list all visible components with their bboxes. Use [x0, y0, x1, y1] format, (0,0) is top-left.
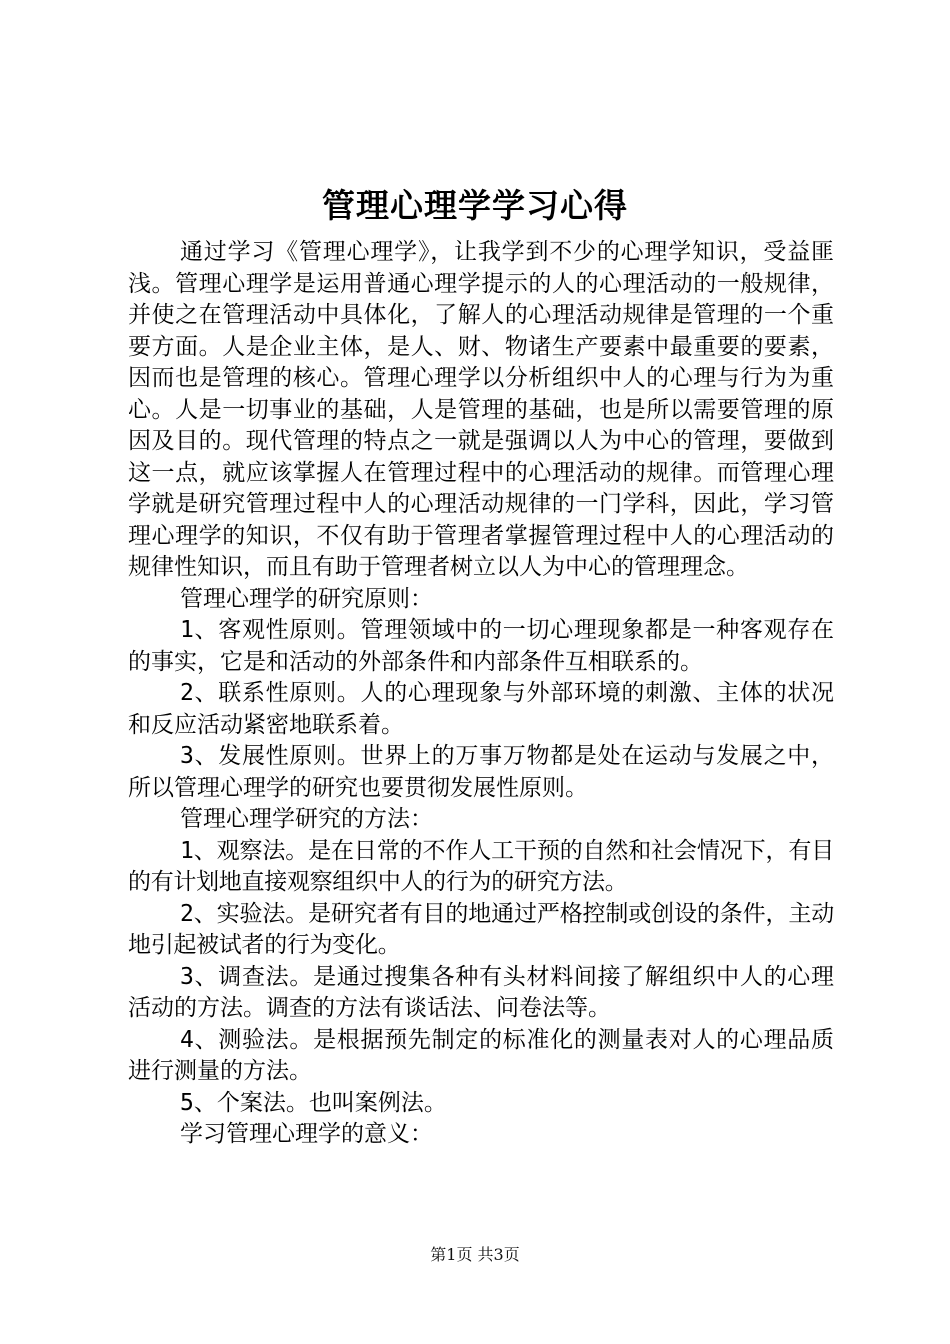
- principle-objectivity: 1、客观性原则。管理领域中的一切心理现象都是一种客观存在的事实，它是和活动的外部条件和内部条件互相联系的。: [128, 617, 834, 675]
- method-test: 4、测验法。是根据预先制定的标准化的测量表对人的心理品质进行测量的方法。: [128, 1026, 834, 1084]
- intro-paragraph: 通过学习《管理心理学》，让我学到不少的心理学知识，受益匪浅。管理心理学是运用普通心理学提示的人的心理活动的一般规律，并使之在管理活动中具体化，了解人的心理活动规律是管理的一个重要方面。人是企业主体，是人、财、物诸生产要素中最重要的要素，因而也是管理的核心。管理心理学以分析组织中人的心理与行为为重心。人是一切事业的基础，人是管理的基础，也是所以需要管理的原因及目的。现代管理的特点之一就是强调以人为中心的管理，要做到这一点，就应该掌握人在管理过程中的心理活动的规律。而管理心理学就是研究管理过程中人的心理活动规律的一门学科，因此，学习管理心理学的知识，不仅有助于管理者掌握管理过程中人的心理活动的规律性知识，而且有助于管理者树立以人为中心的管理理念。: [128, 239, 834, 580]
- significance-heading: 学习管理心理学的意义：: [180, 1121, 433, 1147]
- page-indicator: 第1页 共3页: [430, 1245, 520, 1264]
- document-body: [128, 237, 834, 1151]
- methods-heading: 管理心理学研究的方法：: [180, 806, 433, 832]
- document-title: 管理心理学学习心得: [322, 186, 628, 225]
- method-survey: 3、调查法。是通过搜集各种有头材料间接了解组织中人的心理活动的方法。调查的方法有谈话法、问卷法等。: [128, 963, 834, 1021]
- principle-development: 3、发展性原则。世界上的万事万物都是处在运动与发展之中，所以管理心理学的研究也要贯彻发展性原则。: [128, 743, 834, 801]
- principle-connection: 2、联系性原则。人的心理现象与外部环境的刺激、主体的状况和反应活动紧密地联系着。: [128, 680, 834, 738]
- principles-heading: 管理心理学的研究原则：: [180, 585, 433, 612]
- method-experiment: 2、实验法。是研究者有目的地通过严格控制或创设的条件，主动地引起被试者的行为变化。: [128, 900, 834, 958]
- method-observation: 1、观察法。是在日常的不作人工干预的自然和社会情况下，有目的有计划地直接观察组织中人的行为的研究方法。: [128, 837, 834, 895]
- method-case: 5、个案法。也叫案例法。: [180, 1089, 447, 1116]
